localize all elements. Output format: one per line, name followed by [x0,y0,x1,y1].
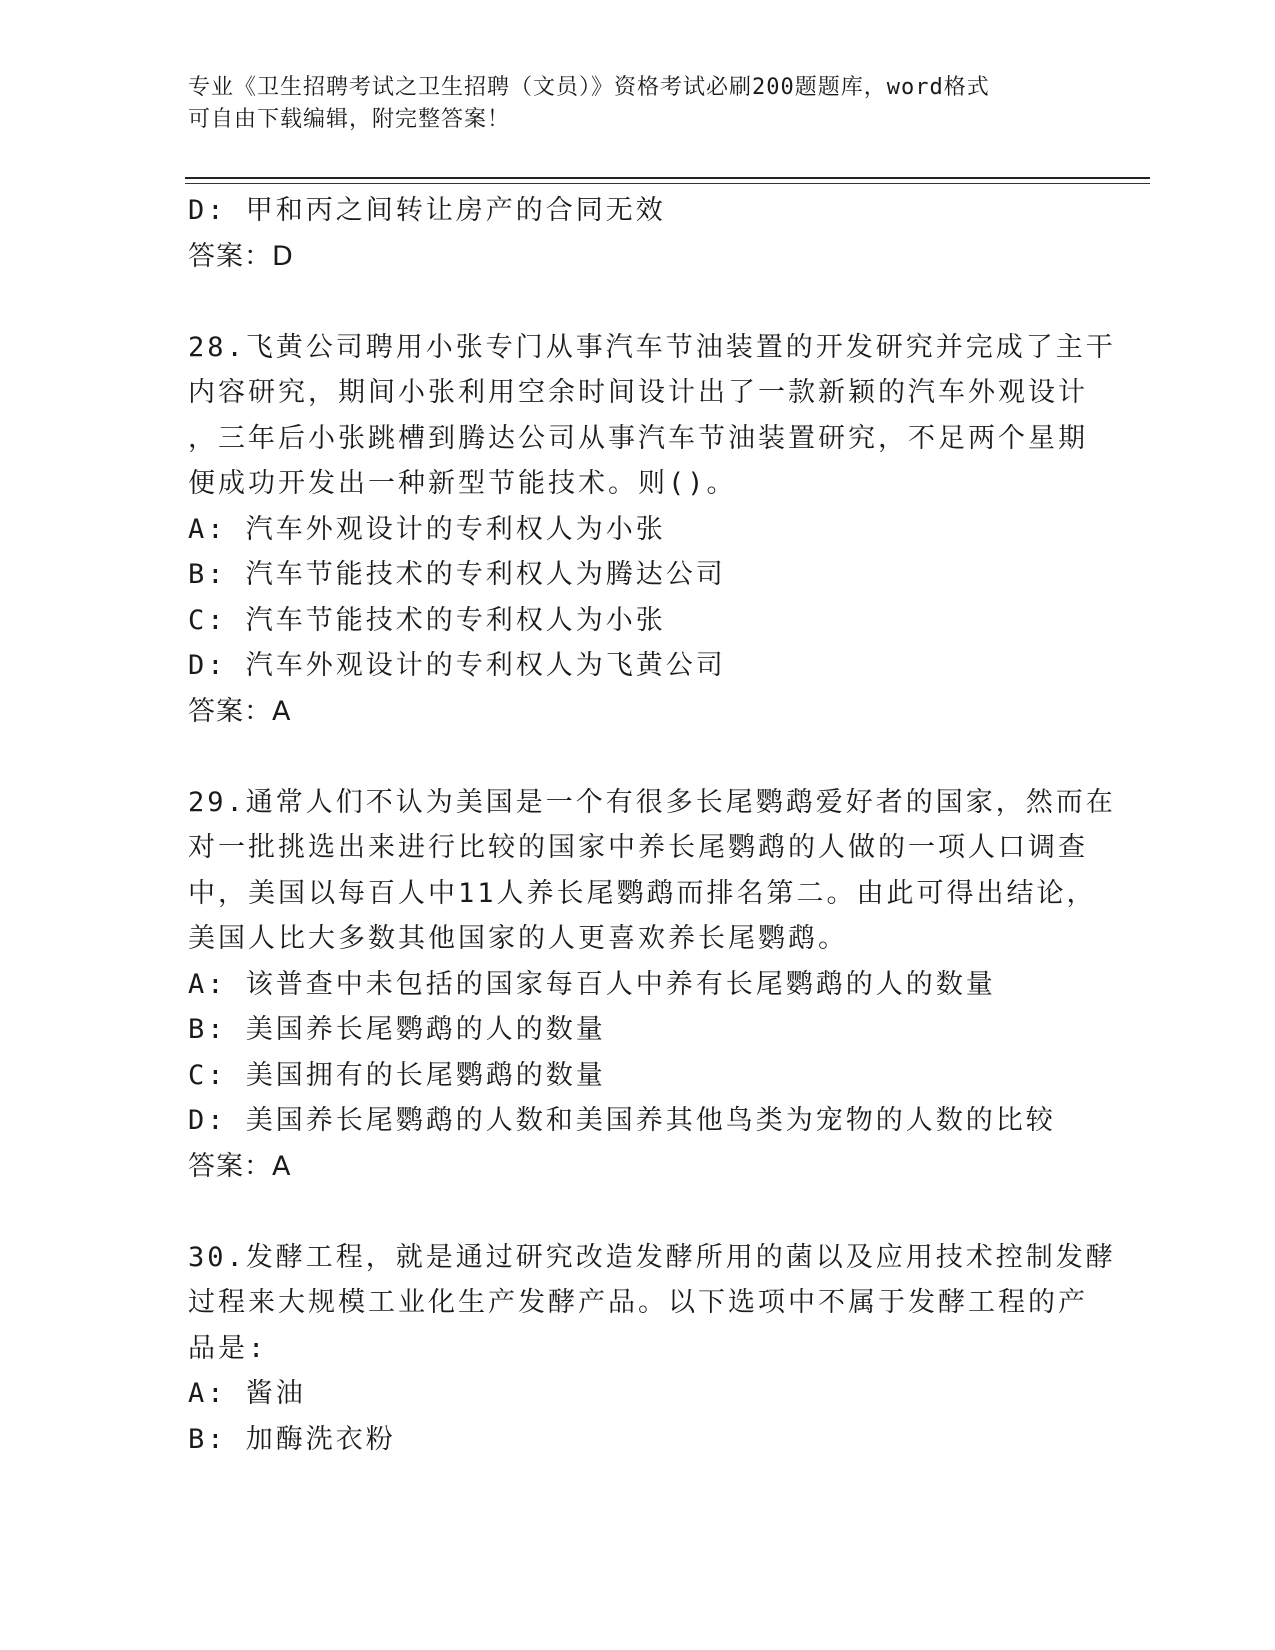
spacer [188,1189,1088,1235]
question-text-line: 便成功开发出一种新型节能技术。则()。 [188,468,737,499]
option-a: A: 该普查中未包括的国家每百人中养有长尾鹦鹉的人的数量 [188,968,996,1000]
header-divider-thick [185,177,1150,179]
header-title-line-2: 可自由下载编辑，附完整答案！ [188,107,511,132]
option-c: C: 美国拥有的长尾鹦鹉的数量 [188,1059,606,1091]
question-text-line: 过程来大规模工业化生产发酵产品。以下选项中不属于发酵工程的产 [188,1287,1088,1318]
option-d: D: 甲和丙之间转让房产的合同无效 [188,195,666,226]
header-divider-thin [185,183,1150,184]
previous-question-tail [188,188,1088,279]
question-text-line: 30.发酵工程，就是通过研究改造发酵所用的菌以及应用技术控制发酵 [188,1241,1116,1273]
answer-line: 答案：A [188,695,292,727]
question-text-line: 28.飞黄公司聘用小张专门从事汽车节油装置的开发研究并完成了主干 [188,331,1116,363]
question-text-line: 中，美国以每百人中11人养长尾鹦鹉而排名第二。由此可得出结论， [188,877,1097,909]
question-text-line: ，三年后小张跳槽到腾达公司从事汽车节油装置研究，不足两个星期 [188,422,1088,454]
document-body [188,188,1116,1462]
option-d: D: 美国养长尾鹦鹉的人数和美国养其他鸟类为宠物的人数的比较 [188,1105,1056,1136]
spacer [188,734,1088,780]
header-title-line-1: 专业《卫生招聘考试之卫生招聘（文员）》资格考试必刷200题题库，word格式 [188,75,990,100]
option-b: B: 加酶洗衣粉 [188,1423,396,1455]
question-28 [188,325,1116,735]
question-text-line: 品是: [188,1332,268,1364]
answer-line: 答案：A [188,1150,292,1182]
question-text-line: 内容研究，期间小张利用空余时间设计出了一款新颖的汽车外观设计 [188,377,1088,408]
question-text-line: 对一批挑选出来进行比较的国家中养长尾鹦鹉的人做的一项人口调查 [188,832,1088,863]
spacer [188,279,1088,325]
question-29 [188,780,1116,1190]
option-b: B: 美国养长尾鹦鹉的人的数量 [188,1014,606,1045]
option-b: B: 汽车节能技术的专利权人为腾达公司 [188,559,726,590]
answer-line: 答案：D [188,240,294,272]
document-header [188,72,1068,136]
question-30 [188,1235,1116,1463]
option-a: A: 酱油 [188,1378,306,1409]
question-text-line: 美国人比大多数其他国家的人更喜欢养长尾鹦鹉。 [188,923,848,954]
option-c: C: 汽车节能技术的专利权人为小张 [188,604,666,636]
question-text-line: 29.通常人们不认为美国是一个有很多长尾鹦鹉爱好者的国家，然而在 [188,786,1116,818]
option-a: A: 汽车外观设计的专利权人为小张 [188,513,666,545]
option-d: D: 汽车外观设计的专利权人为飞黄公司 [188,650,726,681]
